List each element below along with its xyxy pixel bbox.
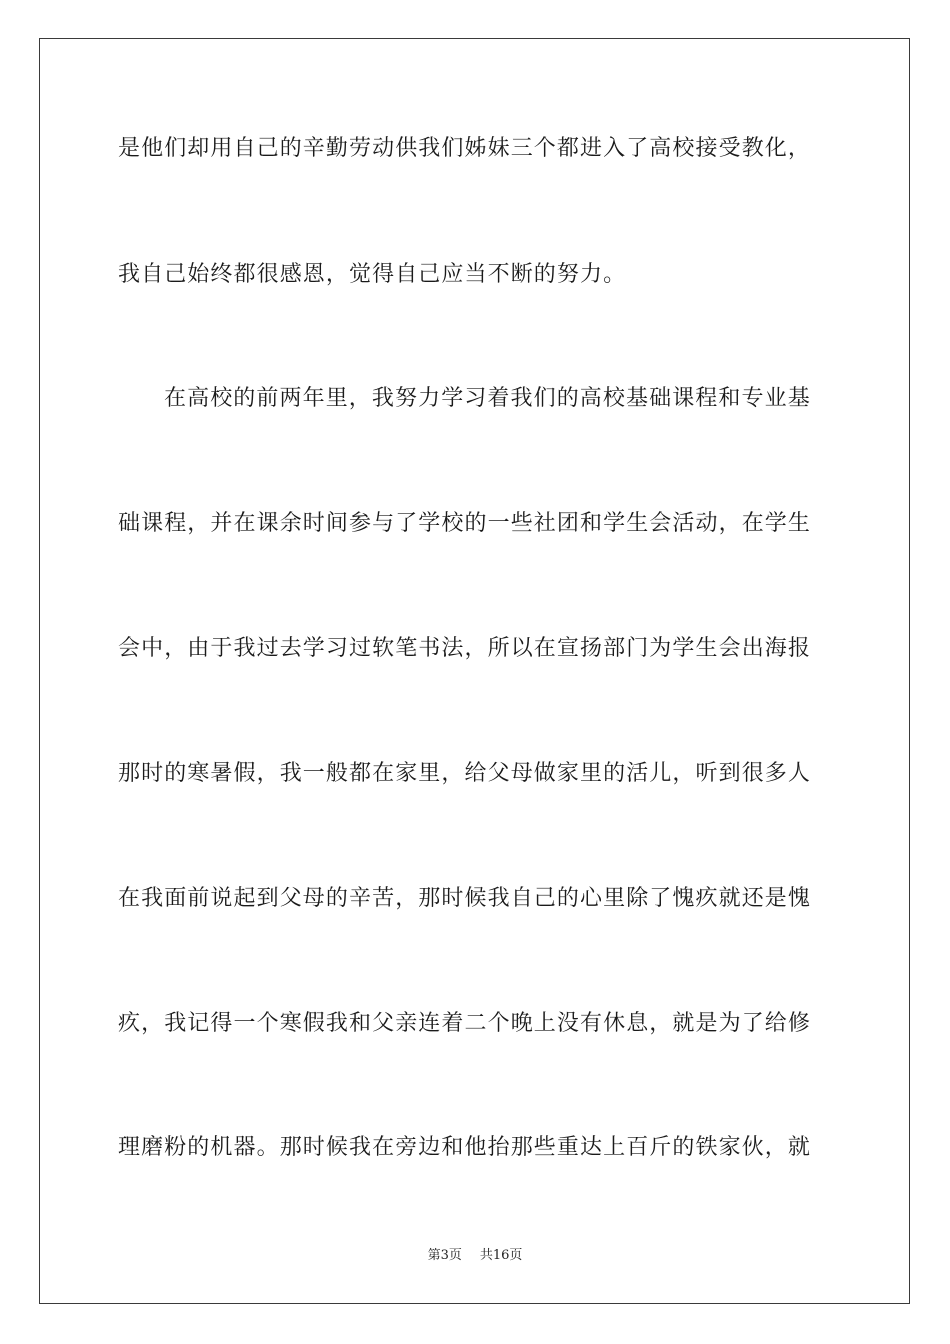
body-text-line: 在我面前说起到父母的辛苦，那时候我自己的心里除了愧疚就还是愧 <box>118 886 812 911</box>
body-text-line: 是他们却用自己的辛勤劳动供我们姊妹三个都进入了高校接受教化， <box>118 136 812 161</box>
body-text-line: 理磨粉的机器。那时候我在旁边和他抬那些重达上百斤的铁家伙，就 <box>118 1135 812 1160</box>
body-text-line: 础课程，并在课余时间参与了学校的一些社团和学生会活动，在学生 <box>118 511 812 536</box>
page-number: 第3页 <box>427 1248 462 1263</box>
page-total: 共16页 <box>479 1248 523 1263</box>
paragraph-start-line: 在高校的前两年里，我努力学习着我们的高校基础课程和专业基 <box>164 386 811 411</box>
body-text-line: 那时的寒暑假，我一般都在家里，给父母做家里的活儿，听到很多人 <box>118 761 812 786</box>
body-text-line: 会中，由于我过去学习过软笔书法，所以在宣扬部门为学生会出海报 <box>118 636 812 661</box>
body-text-line: 疚，我记得一个寒假我和父亲连着二个晚上没有休息，就是为了给修 <box>118 1011 812 1036</box>
page-border <box>39 38 910 1304</box>
body-text-line: 我自己始终都很感恩，觉得自己应当不断的努力。 <box>118 262 627 287</box>
page-footer <box>0 1247 950 1265</box>
